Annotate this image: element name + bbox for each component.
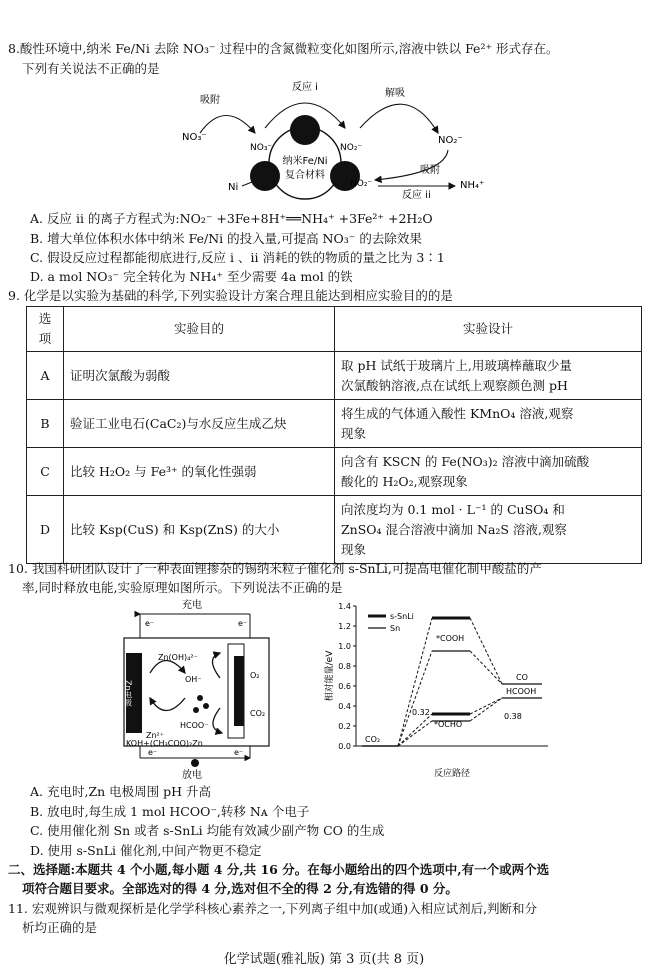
section2-line1: 二、选择题:本题共 4 个小题,每小题 4 分,共 16 分。在每小题给出的四个选项中,有一个或两个选 xyxy=(8,862,550,877)
path-ocho-hcooh-sn xyxy=(470,698,502,721)
label-desorb: 解吸 xyxy=(385,88,405,99)
q9-row-a-design: 取 pH 试纸于玻璃片上,用玻璃棒蘸取少量 次氯酸钠溶液,点在试纸上观察颜色测 pH xyxy=(335,352,642,400)
path-co2-ocho-s-snli xyxy=(398,714,432,746)
o2-label: O₂ xyxy=(250,671,260,680)
particle-left xyxy=(250,161,280,191)
path-co2-ocho-sn xyxy=(398,721,432,746)
y-axis-label: 相对能量/eV xyxy=(325,650,335,702)
q10-energy-chart xyxy=(320,598,552,780)
path-cooh-co-sn xyxy=(470,651,502,684)
q9-header-option: 选项 xyxy=(27,307,64,352)
q9-header-design: 实验设计 xyxy=(335,307,642,352)
q10-cell-diagram xyxy=(110,598,285,780)
label-no3-left: NO₃⁻ xyxy=(182,132,207,143)
q9-row-c-design: 向含有 KSCN 的 Fe(NO₃)₂ 溶液中滴加硫酸 酸化的 H₂O₂,观察现象 xyxy=(335,448,642,496)
table-row xyxy=(27,352,642,400)
svg-text:e⁻: e⁻ xyxy=(145,619,155,628)
label-no3-ads: NO₃⁻ xyxy=(250,143,273,153)
q9-table xyxy=(26,306,642,564)
y-tick-label: 0.0 xyxy=(338,742,351,751)
legend-label-sn: Sn xyxy=(390,624,401,633)
label-no2-ads: NO₂⁻ xyxy=(340,143,363,153)
q11-line2: 析均正确的是 xyxy=(22,920,98,935)
q9-row-d-design: 向浓度均为 0.1 mol · L⁻¹ 的 CuSO₄ 和 ZnSO₄ 混合溶液中滴加 Na₂S 溶液,观察 现象 xyxy=(335,496,642,564)
cell-charge-label: 充电 xyxy=(182,600,202,611)
q9-header-row xyxy=(27,307,642,352)
q8-option-d: D. a mol NO₃⁻ 完全转化为 NH₄⁺ 至少需要 4a mol 的铁 xyxy=(30,269,353,284)
q10-stem-line1: 10. 我国科研团队设计了一种表面锂掺杂的锡纳米粒子催化剂 s-SnLi,可提高电催化制甲酸盐的产 xyxy=(8,561,542,576)
path-co2-cooh-s-snli xyxy=(398,618,432,746)
page-footer: 化学试题(雅礼版) 第 3 页(共 8 页) xyxy=(223,952,425,967)
label-hcooh: HCOOH xyxy=(506,687,537,696)
q9-row-c-purpose: 比较 H₂O₂ 与 Fe³⁺ 的氧化性强弱 xyxy=(64,448,335,496)
y-tick-label: 0.8 xyxy=(338,662,351,671)
label-adsorb2: 吸附 xyxy=(420,165,440,176)
q10-option-d: D. 使用 s-SnLi 催化剂,中间产物更不稳定 xyxy=(30,843,262,858)
label-ocho: *OCHO xyxy=(434,720,463,729)
x-axis-label: 反应路径 xyxy=(433,769,471,779)
y-tick-label: 1.4 xyxy=(338,602,351,611)
q9-row-b-design: 将生成的气体通入酸性 KMnO₄ 溶液,观察 现象 xyxy=(335,400,642,448)
electrolyte-label: KOH+(CH₃COO)₂Zn xyxy=(126,739,203,748)
q10-option-c: C. 使用催化剂 Sn 或者 s-SnLi 均能有效减少副产物 CO 的生成 xyxy=(30,823,385,838)
q9-row-a-purpose: 证明次氯酸为弱酸 xyxy=(64,352,335,400)
section2-line2: 项符合题目要求。全部选对的得 4 分,选对但不全的得 2 分,有选错的得 0 分。 xyxy=(22,881,458,896)
label-0-38: 0.38 xyxy=(504,712,522,721)
q9-row-b-option: B xyxy=(27,400,64,448)
label-cooh: *COOH xyxy=(436,634,465,643)
label-ni: Ni xyxy=(228,182,239,193)
svg-text:e⁻: e⁻ xyxy=(238,619,248,628)
q11-line1: 11. 宏观辨识与微观探析是化学学科核心素养之一,下列离子组中加(或通)入相应试剂后,判断和分 xyxy=(8,901,538,916)
center-label-1: 纳米Fe/Ni xyxy=(282,156,328,167)
q9-row-b-purpose: 验证工业电石(CaC₂)与水反应生成乙炔 xyxy=(64,400,335,448)
co2-label: CO₂ xyxy=(250,709,266,718)
y-tick-label: 1.2 xyxy=(338,622,351,631)
q8-option-a: A. 反应 ii 的离子方程式为:NO₂⁻ +3Fe+8H⁺══NH₄⁺ +3Fe²⁺ +2H₂O xyxy=(30,211,433,226)
q9-row-d-option: D xyxy=(27,496,64,564)
q9-header-purpose: 实验目的 xyxy=(64,307,335,352)
label-react2: 反应 ii xyxy=(402,190,431,201)
legend-label-s-snli: s-SnLi xyxy=(390,612,414,621)
label-no2-bottom: NO₂⁻ xyxy=(350,179,373,189)
y-tick-label: 0.4 xyxy=(338,702,351,711)
label-react1: 反应 i xyxy=(292,82,318,93)
label-co: CO xyxy=(516,673,528,682)
oh-label: OH⁻ xyxy=(185,675,202,684)
q10-option-b: B. 放电时,每生成 1 mol HCOO⁻,转移 Nᴀ 个电子 xyxy=(30,804,310,819)
hcoo-label: HCOO⁻ xyxy=(180,721,209,730)
y-tick-label: 1.0 xyxy=(338,642,351,651)
q10-stem-line2: 率,同时释放电能,实验原理如图所示。下列说法不正确的是 xyxy=(22,580,343,595)
y-tick-label: 0.6 xyxy=(338,682,351,691)
q10-option-a: A. 充电时,Zn 电极周围 pH 升高 xyxy=(30,784,212,799)
cell-discharge-label: 放电 xyxy=(182,770,202,780)
zn-electrode-label: Zn电极 xyxy=(123,680,133,707)
path-cooh-co-s-snli xyxy=(470,618,502,684)
table-row xyxy=(27,448,642,496)
label-nh4: NH₄⁺ xyxy=(460,180,485,191)
lamp-icon xyxy=(191,759,199,767)
table-row xyxy=(27,496,642,564)
path-ocho-hcooh-s-snli xyxy=(470,698,502,714)
catalyst-electrode xyxy=(234,656,244,726)
q9-stem: 9. 化学是以实验为基础的科学,下列实验设计方案合理且能达到相应实验目的的是 xyxy=(8,288,453,303)
label-adsorb: 吸附 xyxy=(200,95,220,106)
path-co2-cooh-sn xyxy=(398,651,432,746)
svg-text:e⁻: e⁻ xyxy=(148,748,158,757)
q9-row-c-option: C xyxy=(27,448,64,496)
particle-top xyxy=(290,115,320,145)
q9-row-a-option: A xyxy=(27,352,64,400)
label-co2: CO₂ xyxy=(365,735,381,744)
zincate-label: Zn(OH)₄²⁻ xyxy=(158,653,198,662)
zn2-label: Zn²⁺ xyxy=(146,731,164,740)
q8-option-b: B. 增大单位体积水体中纳米 Fe/Ni 的投入量,可提高 NO₃⁻ 的去除效果 xyxy=(30,231,422,246)
q8-stem-line2: 下列有关说法不正确的是 xyxy=(22,61,160,76)
label-0-32: 0.32 xyxy=(412,708,430,717)
center-label-2: 复合材料 xyxy=(285,170,325,181)
q8-option-c: C. 假设反应过程都能彻底进行,反应 i 、ii 消耗的铁的物质的量之比为 3∶1 xyxy=(30,250,445,265)
table-row xyxy=(27,400,642,448)
y-tick-label: 0.2 xyxy=(338,722,351,731)
label-no2-right: NO₂⁻ xyxy=(438,135,463,146)
svg-text:e⁻: e⁻ xyxy=(234,748,244,757)
q8-diagram xyxy=(170,78,520,208)
q9-row-d-purpose: 比较 Ksp(CuS) 和 Ksp(ZnS) 的大小 xyxy=(64,496,335,564)
q8-stem-line1: 8.酸性环境中,纳米 Fe/Ni 去除 NO₃⁻ 过程中的含氮微粒变化如图所示,溶液中铁以 Fe²⁺ 形式存在。 xyxy=(8,41,559,56)
